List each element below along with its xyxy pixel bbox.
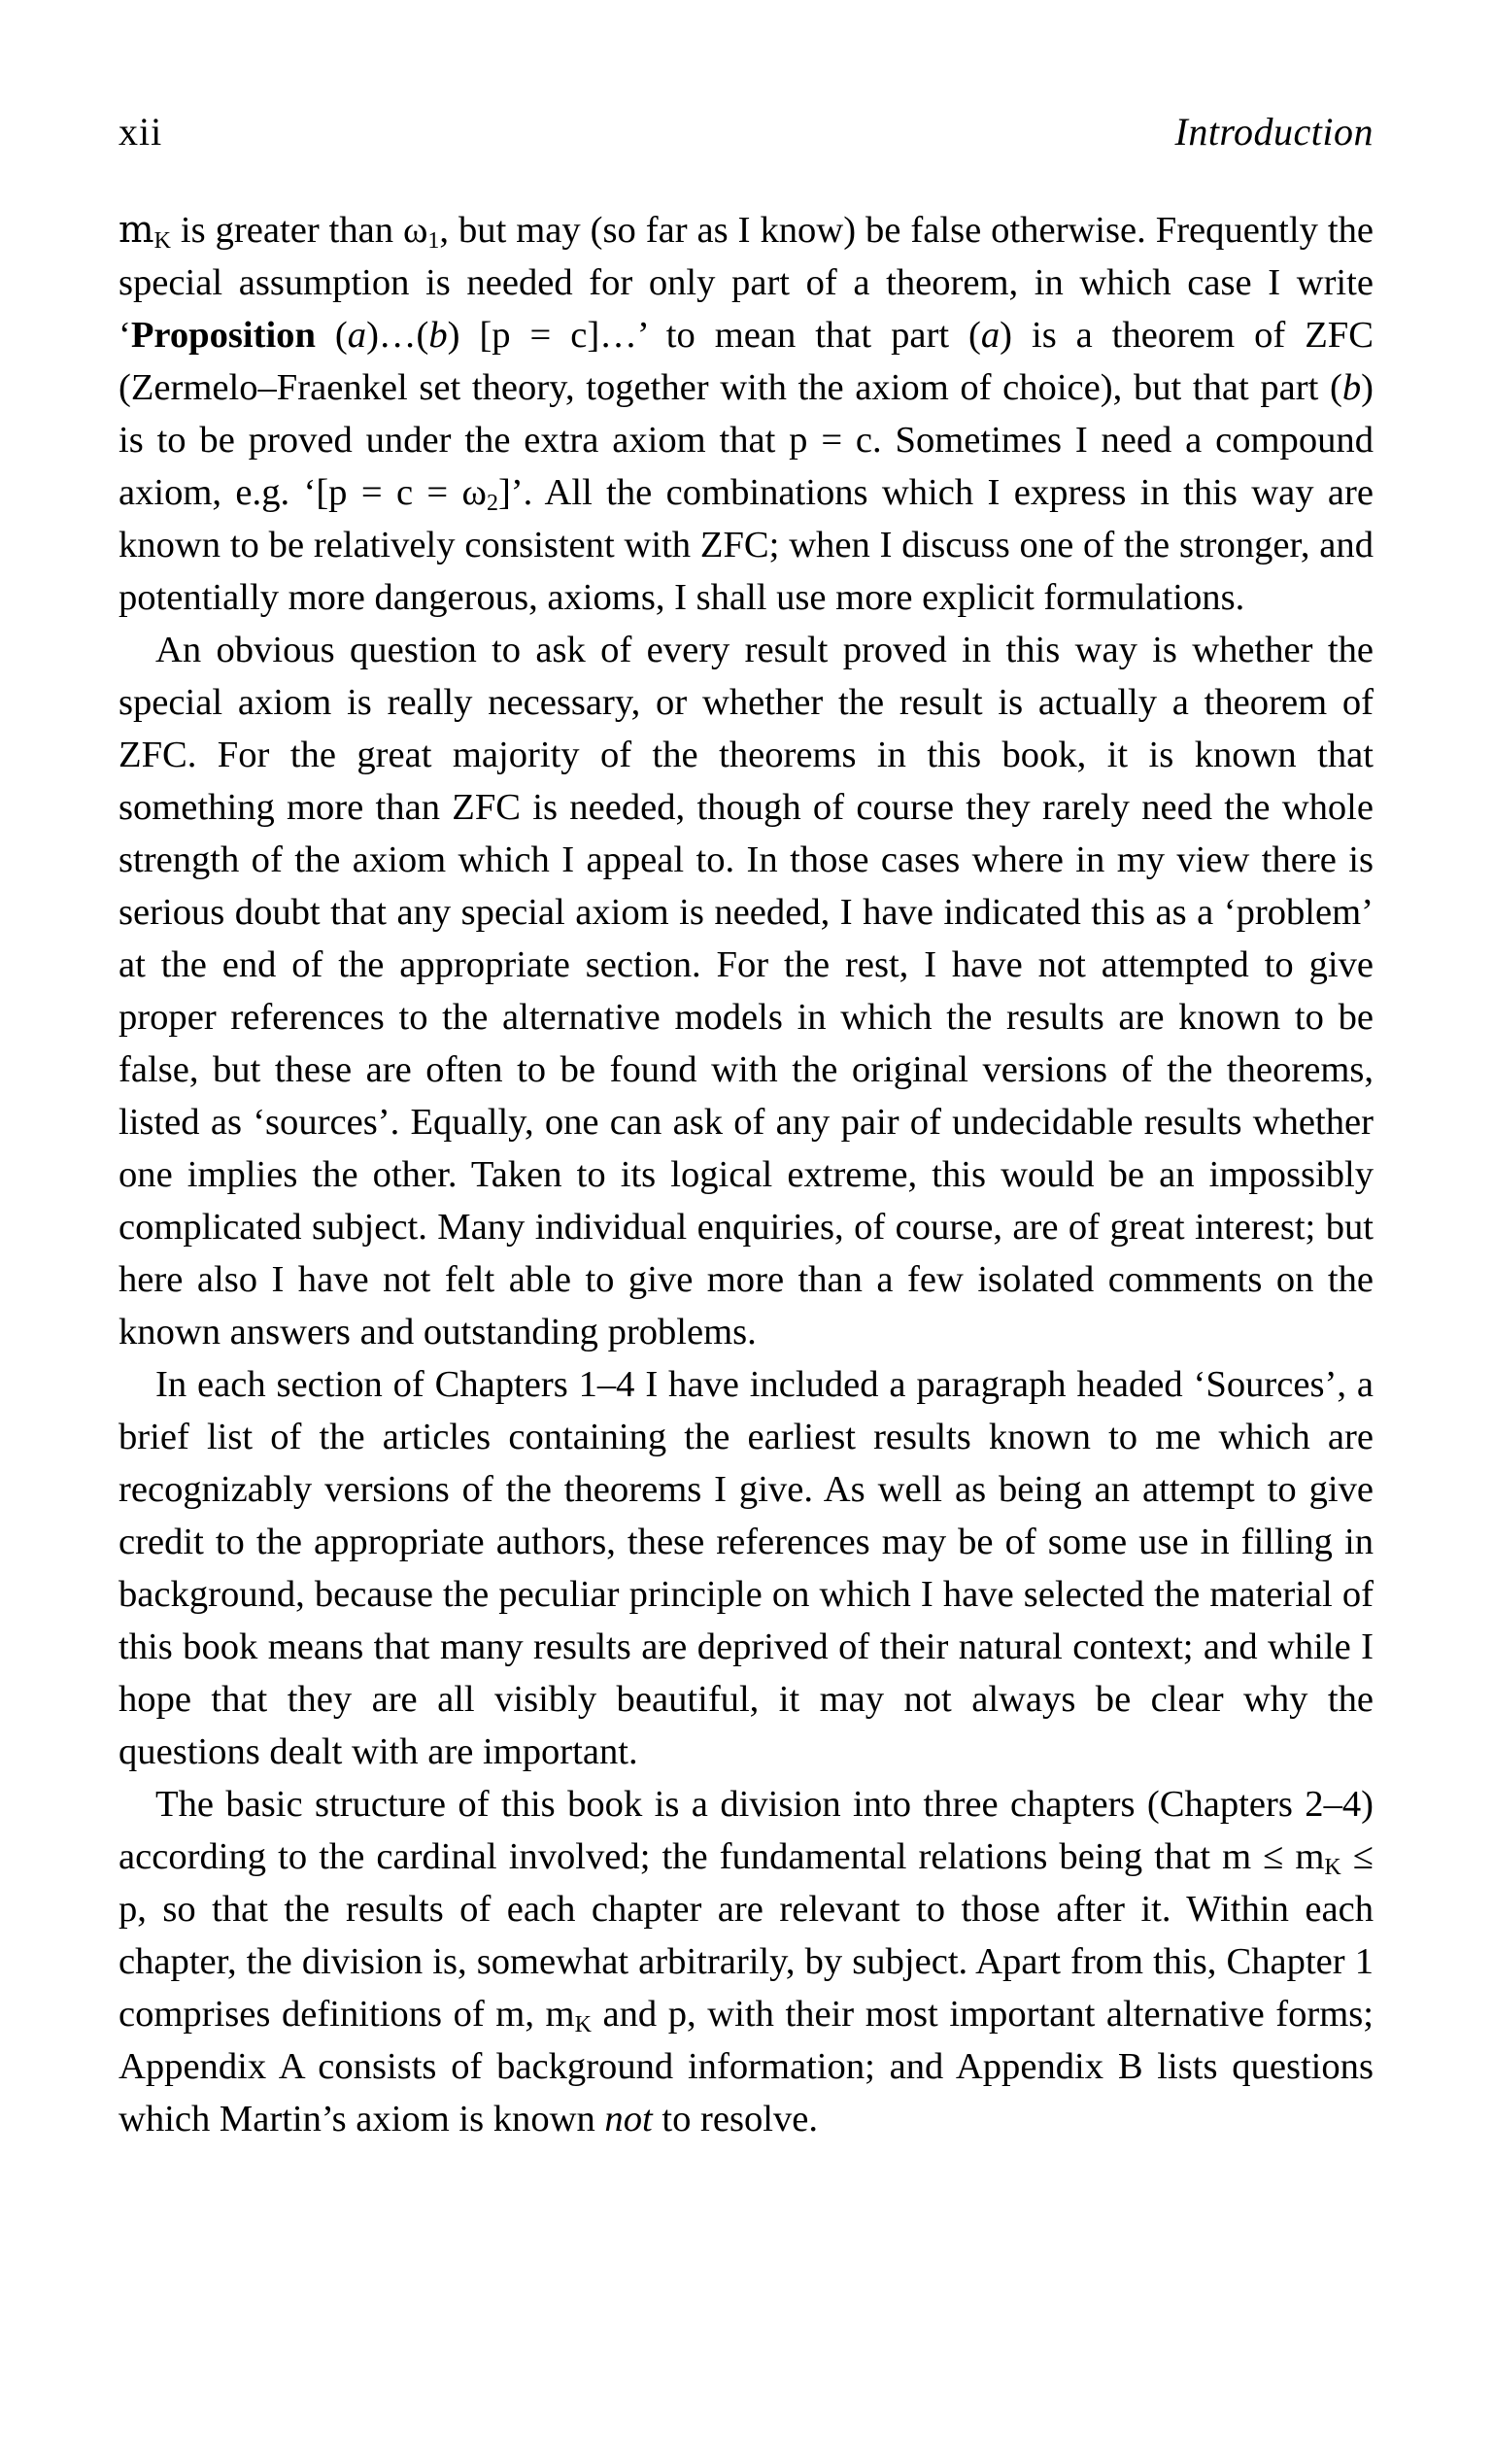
italic-term: a [347, 315, 367, 356]
bold-term: Proposition [130, 315, 316, 356]
paragraph [119, 624, 1374, 1358]
page-number: xii [119, 110, 163, 154]
text-run: and p, with their most important alternative forms; Appendix A consists of background information; and Appendix B lists questions which Martin’s axiom is known [119, 1994, 1374, 2139]
subscript: K [574, 2012, 592, 2037]
text-run: An obvious question to ask of every result proved in this way is whether the special axiom is really necessary, or whether the result is actually a theorem of ZFC. For the great majority of the theorems in this book, it is known that something more than ZFC is needed, though of course they rarely need the whole strength of the axiom which I appeal to. In those cases where in my view there is serious doubt that any special axiom is needed, I have indicated this as a ‘problem’ at the end of the appropriate section. For the rest, I have not attempted to give proper references to the alternative models in which the results are known to be false, but these are often to be found with the original versions of the theorems, listed as ‘sources’. Equally, one can ask of any pair of undecidable results whether one implies the other. Taken to its logical extreme, this would be an impossibly complicated subject. Many individual enquiries, of course, are of great interest; but here also I have not felt able to give more than a few isolated comments on the known answers and outstanding problems. [119, 630, 1374, 1352]
text-run: , but may (so far as I know) be false otherwise. Frequently the special assumption is needed for only part of a theorem, in which case I write ‘ [119, 210, 1374, 356]
text-run: ) is a theorem of ZFC (Zermelo–Fraenkel set theory, together with the axiom of choice), but that part ( [119, 315, 1374, 408]
paragraph [119, 1358, 1374, 1778]
paragraph [119, 204, 1374, 624]
subscript: K [1324, 1855, 1341, 1880]
text-run: ) is to be proved under the extra axiom that p = c. Sometimes I need a compound axiom, e.g. ‘[p = c = ω [119, 367, 1374, 513]
text-run: is greater than ω [170, 210, 428, 251]
italic-term: not [604, 2099, 653, 2139]
book-page [119, 109, 1374, 2145]
text-run: The basic structure of this book is a division into three chapters (Chapters 2–4) according to the cardinal involved; the fundamental relations being that m ≤ m [119, 1784, 1374, 1877]
math-symbol: m [119, 208, 154, 252]
text-run: ]’. All the combinations which I express in this way are known to be relatively consistent with ZFC; when I discuss one of the stronger, and potentially more dangerous, axioms, I shall use more explicit formulations. [119, 472, 1374, 618]
paragraph [119, 1778, 1374, 2145]
text-run: In each section of Chapters 1–4 I have included a paragraph headed ‘Sources’, a brief list of the articles containing the earliest results known to me which are recognizably versions of the theorems I give. As well as being an attempt to give credit to the appropriate authors, these references may be of some use in filling in background, because the peculiar principle on which I have selected the material of this book means that many results are deprived of their natural context; and while I hope that they are all visibly beautiful, it may not always be clear why the questions dealt with are important. [119, 1364, 1374, 1772]
subscript: 1 [427, 228, 440, 254]
italic-term: a [980, 315, 1001, 356]
subscript: 2 [486, 491, 498, 516]
page-header [119, 109, 1374, 167]
italic-term: b [1341, 367, 1362, 408]
italic-term: b [428, 315, 448, 356]
body-text [119, 204, 1374, 2145]
subscript: K [153, 228, 171, 254]
text-run: ( [315, 315, 348, 356]
text-run: to resolve. [652, 2099, 819, 2139]
text-run: ) [p = c]…’ to mean that part ( [447, 315, 981, 356]
text-run: )…( [366, 315, 429, 356]
running-title: Introduction [1174, 110, 1374, 154]
text-run: ≤ p, so that the results of each chapter are relevant to those after it. Within each chapter, the division is, somewhat arbitrarily, by subject. Apart from this, Chapter 1 comprises definitions of m, m [119, 1836, 1374, 2035]
